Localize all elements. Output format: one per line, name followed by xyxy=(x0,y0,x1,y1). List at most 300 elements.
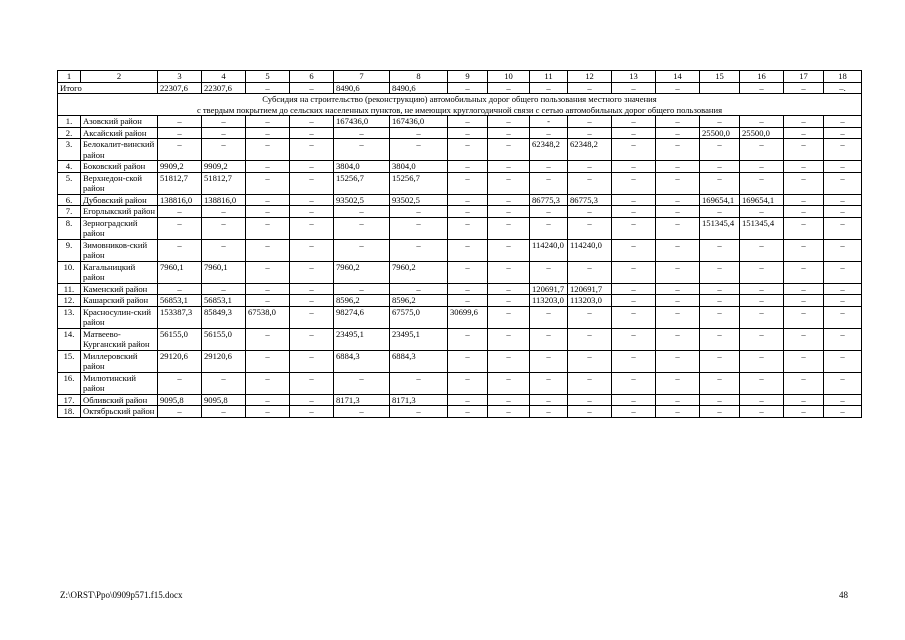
value-cell: – xyxy=(784,139,824,161)
value-cell: – xyxy=(488,239,530,261)
value-cell: – xyxy=(568,306,612,328)
value-cell: – xyxy=(530,127,568,139)
value-cell: – xyxy=(448,261,488,283)
value-cell: – xyxy=(700,295,740,307)
value-cell: – xyxy=(740,283,784,295)
value-cell: 169654,1 xyxy=(700,194,740,206)
table-row xyxy=(58,217,862,239)
value-cell: – xyxy=(202,139,246,161)
value-cell: – xyxy=(530,206,568,218)
value-cell: 86775,3 xyxy=(568,194,612,206)
value-cell: – xyxy=(246,116,290,128)
value-cell: – xyxy=(202,406,246,418)
value-cell: – xyxy=(784,239,824,261)
value-cell: – xyxy=(448,172,488,194)
table-row xyxy=(58,206,862,218)
value-cell: – xyxy=(568,172,612,194)
total-cell: 8490,6 xyxy=(390,82,448,94)
table-row xyxy=(58,406,862,418)
row-number: 2. xyxy=(58,127,81,139)
header-cell: 17 xyxy=(784,71,824,83)
district-name: Дубовский район xyxy=(81,194,158,206)
table-row xyxy=(58,161,862,173)
row-number: 16. xyxy=(58,372,81,394)
value-cell: – xyxy=(568,261,612,283)
district-name: Красносулин-ский район xyxy=(81,306,158,328)
value-cell: – xyxy=(740,394,784,406)
value-cell: – xyxy=(530,350,568,372)
total-cell: 22307,6 xyxy=(158,82,202,94)
value-cell: – xyxy=(824,194,862,206)
value-cell: – xyxy=(656,116,700,128)
value-cell: – xyxy=(824,172,862,194)
row-number: 4. xyxy=(58,161,81,173)
value-cell: – xyxy=(246,206,290,218)
district-name: Милютинский район xyxy=(81,372,158,394)
value-cell: – xyxy=(290,116,334,128)
value-cell: – xyxy=(612,394,656,406)
value-cell: – xyxy=(290,139,334,161)
value-cell: – xyxy=(568,206,612,218)
value-cell: – xyxy=(202,127,246,139)
value-cell: – xyxy=(824,116,862,128)
value-cell: 56155,0 xyxy=(202,328,246,350)
value-cell: 51812,7 xyxy=(202,172,246,194)
value-cell: – xyxy=(656,406,700,418)
value-cell: – xyxy=(334,283,390,295)
row-number: 10. xyxy=(58,261,81,283)
value-cell: – xyxy=(784,406,824,418)
value-cell: – xyxy=(246,194,290,206)
value-cell: – xyxy=(700,372,740,394)
subsidy-title-line-1: Субсидия на строительство (реконструкцию) автомобильных дорог общего пользования местного значения xyxy=(262,94,657,104)
value-cell: – xyxy=(656,194,700,206)
value-cell: – xyxy=(246,172,290,194)
value-cell: – xyxy=(568,372,612,394)
value-cell: – xyxy=(334,206,390,218)
value-cell: 3804,0 xyxy=(334,161,390,173)
value-cell: 167436,0 xyxy=(334,116,390,128)
value-cell: – xyxy=(488,206,530,218)
value-cell: – xyxy=(740,172,784,194)
value-cell: 23495,1 xyxy=(334,328,390,350)
value-cell: – xyxy=(158,206,202,218)
value-cell: – xyxy=(612,206,656,218)
value-cell: 85849,3 xyxy=(202,306,246,328)
value-cell: 153387,3 xyxy=(158,306,202,328)
value-cell: – xyxy=(488,350,530,372)
value-cell: – xyxy=(568,394,612,406)
header-cell: 5 xyxy=(246,71,290,83)
header-cell: 16 xyxy=(740,71,784,83)
row-number: 15. xyxy=(58,350,81,372)
value-cell: – xyxy=(612,161,656,173)
total-cell: – xyxy=(488,82,530,94)
value-cell: – xyxy=(824,161,862,173)
row-number: 13. xyxy=(58,306,81,328)
district-name: Каменский район xyxy=(81,283,158,295)
value-cell: – xyxy=(656,127,700,139)
table-row xyxy=(58,239,862,261)
row-number: 7. xyxy=(58,206,81,218)
value-cell: – xyxy=(740,206,784,218)
value-cell: 7960,2 xyxy=(390,261,448,283)
value-cell: – xyxy=(158,116,202,128)
value-cell: – xyxy=(656,328,700,350)
value-cell: – xyxy=(530,217,568,239)
header-cell: 9 xyxy=(448,71,488,83)
header-cell: 2 xyxy=(81,71,158,83)
value-cell: – xyxy=(202,239,246,261)
subsidy-section-row xyxy=(58,94,862,116)
value-cell: – xyxy=(334,372,390,394)
value-cell: – xyxy=(824,306,862,328)
value-cell: – xyxy=(784,350,824,372)
value-cell: 9909,2 xyxy=(202,161,246,173)
value-cell: – xyxy=(290,350,334,372)
value-cell: – xyxy=(784,127,824,139)
table-row xyxy=(58,283,862,295)
table-row xyxy=(58,127,862,139)
value-cell: – xyxy=(290,394,334,406)
value-cell: – xyxy=(612,406,656,418)
value-cell: – xyxy=(290,217,334,239)
value-cell: – xyxy=(700,261,740,283)
value-cell: – xyxy=(488,406,530,418)
value-cell: – xyxy=(824,328,862,350)
value-cell: – xyxy=(612,328,656,350)
value-cell: – xyxy=(158,239,202,261)
value-cell: – xyxy=(488,194,530,206)
header-cell: 14 xyxy=(656,71,700,83)
value-cell: – xyxy=(784,172,824,194)
value-cell: – xyxy=(824,261,862,283)
district-name: Миллеровский район xyxy=(81,350,158,372)
value-cell: – xyxy=(824,217,862,239)
value-cell: – xyxy=(568,161,612,173)
value-cell: – xyxy=(448,127,488,139)
value-cell: – xyxy=(824,350,862,372)
value-cell: – xyxy=(488,161,530,173)
subsidy-section-title xyxy=(58,94,862,116)
value-cell: – xyxy=(448,161,488,173)
value-cell: – xyxy=(700,139,740,161)
value-cell: – xyxy=(656,261,700,283)
value-cell: 62348,2 xyxy=(530,139,568,161)
value-cell: – xyxy=(290,372,334,394)
value-cell: – xyxy=(448,139,488,161)
value-cell: – xyxy=(448,394,488,406)
value-cell: – xyxy=(656,295,700,307)
value-cell: – xyxy=(488,127,530,139)
value-cell: 9909,2 xyxy=(158,161,202,173)
value-cell: – xyxy=(612,217,656,239)
value-cell: – xyxy=(656,217,700,239)
value-cell: – xyxy=(246,372,290,394)
value-cell: – xyxy=(488,217,530,239)
row-number: 18. xyxy=(58,406,81,418)
footer-file-path: Z:\ORST\Ppo\0909p571.f15.docx xyxy=(60,590,183,600)
header-cell: 15 xyxy=(700,71,740,83)
value-cell: – xyxy=(612,116,656,128)
district-name: Кагальницкий район xyxy=(81,261,158,283)
value-cell: – xyxy=(290,406,334,418)
value-cell: – xyxy=(448,295,488,307)
value-cell: – xyxy=(612,172,656,194)
header-cell: 13 xyxy=(612,71,656,83)
value-cell: 62348,2 xyxy=(568,139,612,161)
value-cell: – xyxy=(700,394,740,406)
value-cell: 15256,7 xyxy=(390,172,448,194)
value-cell: – xyxy=(568,116,612,128)
value-cell: – xyxy=(246,261,290,283)
value-cell: – xyxy=(158,217,202,239)
value-cell: – xyxy=(246,283,290,295)
row-number: 1. xyxy=(58,116,81,128)
value-cell: – xyxy=(290,295,334,307)
value-cell: – xyxy=(824,283,862,295)
value-cell: 169654,1 xyxy=(740,194,784,206)
table-row xyxy=(58,328,862,350)
header-cell: 6 xyxy=(290,71,334,83)
value-cell: – xyxy=(784,372,824,394)
row-number: 12. xyxy=(58,295,81,307)
value-cell: – xyxy=(612,283,656,295)
value-cell: 114240,0 xyxy=(568,239,612,261)
value-cell: – xyxy=(700,283,740,295)
value-cell: – xyxy=(784,261,824,283)
value-cell: – xyxy=(488,295,530,307)
row-number: 5. xyxy=(58,172,81,194)
value-cell: – xyxy=(530,261,568,283)
value-cell: – xyxy=(568,406,612,418)
value-cell: – xyxy=(290,172,334,194)
value-cell: – xyxy=(824,372,862,394)
header-cell: 3 xyxy=(158,71,202,83)
value-cell: 29120,6 xyxy=(158,350,202,372)
value-cell: – xyxy=(158,283,202,295)
value-cell: 67575,0 xyxy=(390,306,448,328)
budget-table xyxy=(57,70,862,418)
value-cell: 25500,0 xyxy=(740,127,784,139)
value-cell: 8596,2 xyxy=(390,295,448,307)
value-cell: 7960,2 xyxy=(334,261,390,283)
value-cell: 167436,0 xyxy=(390,116,448,128)
value-cell: – xyxy=(784,161,824,173)
value-cell: – xyxy=(530,172,568,194)
row-number: 8. xyxy=(58,217,81,239)
total-cell: – xyxy=(740,82,784,94)
value-cell: 6884,3 xyxy=(334,350,390,372)
value-cell: – xyxy=(530,394,568,406)
value-cell: – xyxy=(246,139,290,161)
value-cell: – xyxy=(488,372,530,394)
value-cell: – xyxy=(700,239,740,261)
value-cell: – xyxy=(448,283,488,295)
value-cell: – xyxy=(530,161,568,173)
value-cell: – xyxy=(158,127,202,139)
district-name: Боковский район xyxy=(81,161,158,173)
value-cell: 93502,5 xyxy=(334,194,390,206)
value-cell: – xyxy=(390,217,448,239)
district-name: Матвеево-Курганский район xyxy=(81,328,158,350)
value-cell: – xyxy=(700,161,740,173)
value-cell: 138816,0 xyxy=(158,194,202,206)
value-cell: – xyxy=(290,239,334,261)
value-cell: – xyxy=(824,406,862,418)
value-cell: – xyxy=(290,328,334,350)
value-cell: – xyxy=(784,206,824,218)
value-cell: 56853,1 xyxy=(202,295,246,307)
table-row xyxy=(58,194,862,206)
district-name: Обливский район xyxy=(81,394,158,406)
footer-page-number: 48 xyxy=(839,590,848,600)
value-cell: – xyxy=(784,116,824,128)
value-cell: – xyxy=(448,217,488,239)
value-cell: – xyxy=(488,139,530,161)
value-cell: – xyxy=(656,283,700,295)
value-cell: 23495,1 xyxy=(390,328,448,350)
value-cell: – xyxy=(202,283,246,295)
value-cell: 15256,7 xyxy=(334,172,390,194)
value-cell: – xyxy=(612,295,656,307)
district-name: Зимовников-ский район xyxy=(81,239,158,261)
row-number: 6. xyxy=(58,194,81,206)
value-cell: – xyxy=(530,372,568,394)
value-cell: – xyxy=(448,116,488,128)
value-cell: – xyxy=(158,406,202,418)
district-name: Зерноградский район xyxy=(81,217,158,239)
value-cell: – xyxy=(656,372,700,394)
value-cell: 7960,1 xyxy=(202,261,246,283)
value-cell: – xyxy=(488,172,530,194)
value-cell: – xyxy=(290,194,334,206)
value-cell: – xyxy=(246,350,290,372)
value-cell: – xyxy=(390,127,448,139)
total-cell: 22307,6 xyxy=(202,82,246,94)
total-cell: – xyxy=(568,82,612,94)
value-cell: – xyxy=(784,394,824,406)
value-cell: – xyxy=(656,139,700,161)
value-cell: – xyxy=(700,350,740,372)
header-cell: 7 xyxy=(334,71,390,83)
value-cell: – xyxy=(488,283,530,295)
value-cell: – xyxy=(448,350,488,372)
value-cell: – xyxy=(334,217,390,239)
value-cell: – xyxy=(448,372,488,394)
value-cell: – xyxy=(612,127,656,139)
value-cell: – xyxy=(448,406,488,418)
value-cell: – xyxy=(700,328,740,350)
value-cell: – xyxy=(612,239,656,261)
value-cell: – xyxy=(290,261,334,283)
value-cell: – xyxy=(290,283,334,295)
value-cell: – xyxy=(202,206,246,218)
value-cell: – xyxy=(824,295,862,307)
total-cell xyxy=(700,82,740,94)
value-cell: – xyxy=(202,372,246,394)
header-cell: 10 xyxy=(488,71,530,83)
value-cell: – xyxy=(202,116,246,128)
value-cell: 114240,0 xyxy=(530,239,568,261)
header-cell: 12 xyxy=(568,71,612,83)
header-cell: 4 xyxy=(202,71,246,83)
value-cell: – xyxy=(740,295,784,307)
value-cell: – xyxy=(530,406,568,418)
total-cell: – xyxy=(784,82,824,94)
value-cell: – xyxy=(334,239,390,261)
value-cell: 93502,5 xyxy=(390,194,448,206)
value-cell: – xyxy=(612,261,656,283)
value-cell: – xyxy=(656,206,700,218)
value-cell: – xyxy=(700,306,740,328)
value-cell: – xyxy=(824,127,862,139)
row-number: 11. xyxy=(58,283,81,295)
district-name: Кашарский район xyxy=(81,295,158,307)
value-cell: – xyxy=(246,406,290,418)
value-cell: – xyxy=(740,328,784,350)
value-cell: – xyxy=(824,394,862,406)
value-cell: 151345,4 xyxy=(740,217,784,239)
value-cell: – xyxy=(488,394,530,406)
value-cell: 9095,8 xyxy=(202,394,246,406)
row-number: 3. xyxy=(58,139,81,161)
value-cell: – xyxy=(488,116,530,128)
value-cell: – xyxy=(390,372,448,394)
value-cell: – xyxy=(612,306,656,328)
value-cell: – xyxy=(334,127,390,139)
table-row xyxy=(58,394,862,406)
table-row xyxy=(58,261,862,283)
value-cell: 51812,7 xyxy=(158,172,202,194)
value-cell: – xyxy=(290,206,334,218)
value-cell: – xyxy=(488,328,530,350)
value-cell: – xyxy=(290,127,334,139)
value-cell: – xyxy=(656,350,700,372)
table-row xyxy=(58,372,862,394)
table-row xyxy=(58,295,862,307)
value-cell: – xyxy=(568,328,612,350)
value-cell: 3804,0 xyxy=(390,161,448,173)
value-cell: 120691,7 xyxy=(530,283,568,295)
value-cell: – xyxy=(246,127,290,139)
value-cell: 29120,6 xyxy=(202,350,246,372)
header-cell: 8 xyxy=(390,71,448,83)
value-cell: 30699,6 xyxy=(448,306,488,328)
value-cell: – xyxy=(784,194,824,206)
value-cell: – xyxy=(246,217,290,239)
district-name: Октябрьский район xyxy=(81,406,158,418)
value-cell: – xyxy=(390,206,448,218)
column-number-row xyxy=(58,71,862,83)
value-cell: – xyxy=(390,406,448,418)
value-cell: 113203,0 xyxy=(530,295,568,307)
total-label: Итого xyxy=(58,82,158,94)
value-cell: 151345,4 xyxy=(700,217,740,239)
value-cell: – xyxy=(656,161,700,173)
value-cell: – xyxy=(530,328,568,350)
value-cell: 56853,1 xyxy=(158,295,202,307)
district-name: Белокалит-винский район xyxy=(81,139,158,161)
total-cell: – xyxy=(448,82,488,94)
value-cell: – xyxy=(158,372,202,394)
value-cell: – xyxy=(700,406,740,418)
value-cell: – xyxy=(740,372,784,394)
value-cell: – xyxy=(246,161,290,173)
value-cell: – xyxy=(246,239,290,261)
value-cell: – xyxy=(390,283,448,295)
value-cell: 56155,0 xyxy=(158,328,202,350)
